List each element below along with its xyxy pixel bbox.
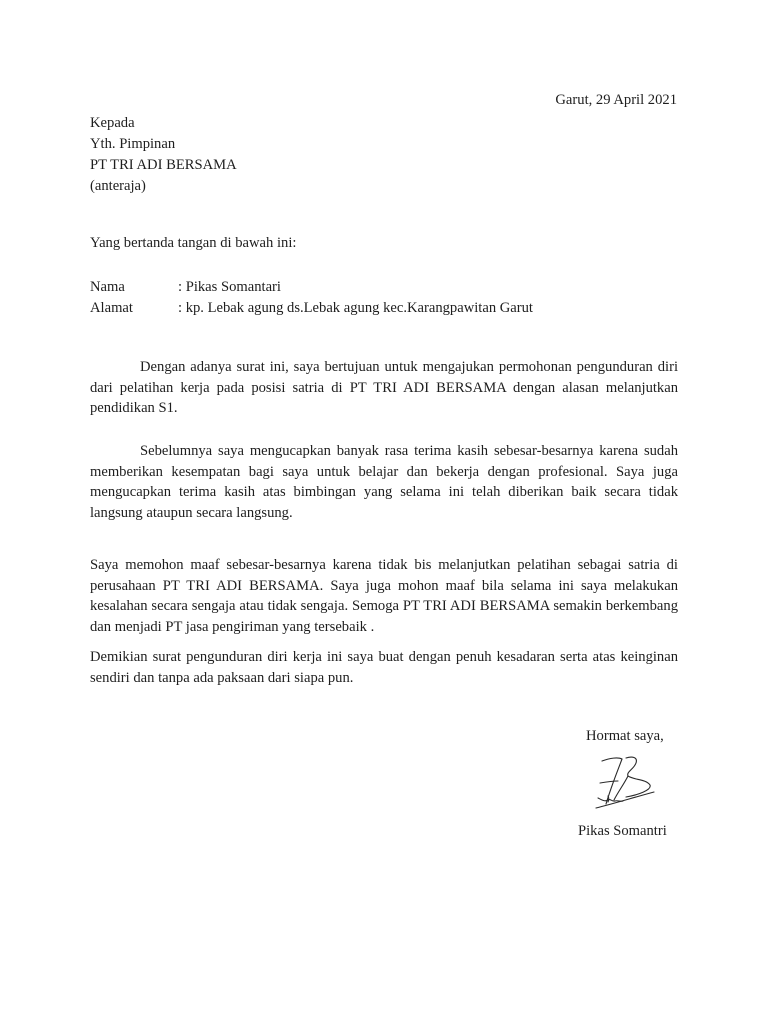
name-value: : Pikas Somantari [178, 279, 281, 295]
recipient-line-title: Yth. Pimpinan [90, 136, 176, 152]
recipient-line-brand: (anteraja) [90, 178, 146, 194]
address-label: Alamat [90, 300, 133, 316]
identity-block [90, 277, 533, 319]
recipient-block [90, 113, 237, 197]
address-value: : kp. Lebak agung ds.Lebak agung kec.Karangpawitan Garut [178, 300, 533, 316]
paragraph-purpose: Dengan adanya surat ini, saya bertujuan untuk mengajukan permohonan pengunduran diri dari pelatihan kerja pada posisi satria di PT TRI ADI BERSAMA dengan alasan melanjutkan pendidikan S1. [90, 359, 678, 417]
identity-row-name [90, 277, 533, 298]
paragraph-apology: Saya memohon maaf sebesar-besarnya karena tidak bis melanjutkan pelatihan sebagai satria di perusahaan PT TRI ADI BERSAMA. Saya juga mohon maaf bila selama ini saya melakukan kesalahan secara sengaja atau tidak sengaja. Semoga PT TRI ADI BERSAMA semakin berkembang dan menjadi PT jasa pengiriman yang tersebaik . [90, 557, 678, 635]
paragraph-thanks: Sebelumnya saya mengucapkan banyak rasa terima kasih sebesar-besarnya karena sudah memberikan kesempatan bagi saya untuk belajar dan bekerja dengan profesional. Saya juga mengucapkan terima kasih atas bimbingan yang selama ini telah diberikan baik secara tidak langsung ataupun secara langsung. [90, 443, 678, 521]
handwritten-signature-icon [588, 752, 662, 816]
recipient-line-kepada: Kepada [90, 115, 135, 131]
intro-sentence: Yang bertanda tangan di bawah ini: [90, 235, 297, 251]
paragraph-closing-statement: Demikian surat pengunduran diri kerja ini saya buat dengan penuh kesadaran serta atas keinginan sendiri dan tanpa ada paksaan dari siapa pun. [90, 649, 678, 686]
closing-salutation: Hormat saya, [586, 728, 664, 744]
identity-row-address [90, 298, 533, 319]
signer-name: Pikas Somantri [578, 823, 667, 839]
letter-date: Garut, 29 April 2021 [555, 92, 677, 108]
recipient-line-company: PT TRI ADI BERSAMA [90, 157, 237, 173]
name-label: Nama [90, 279, 125, 295]
